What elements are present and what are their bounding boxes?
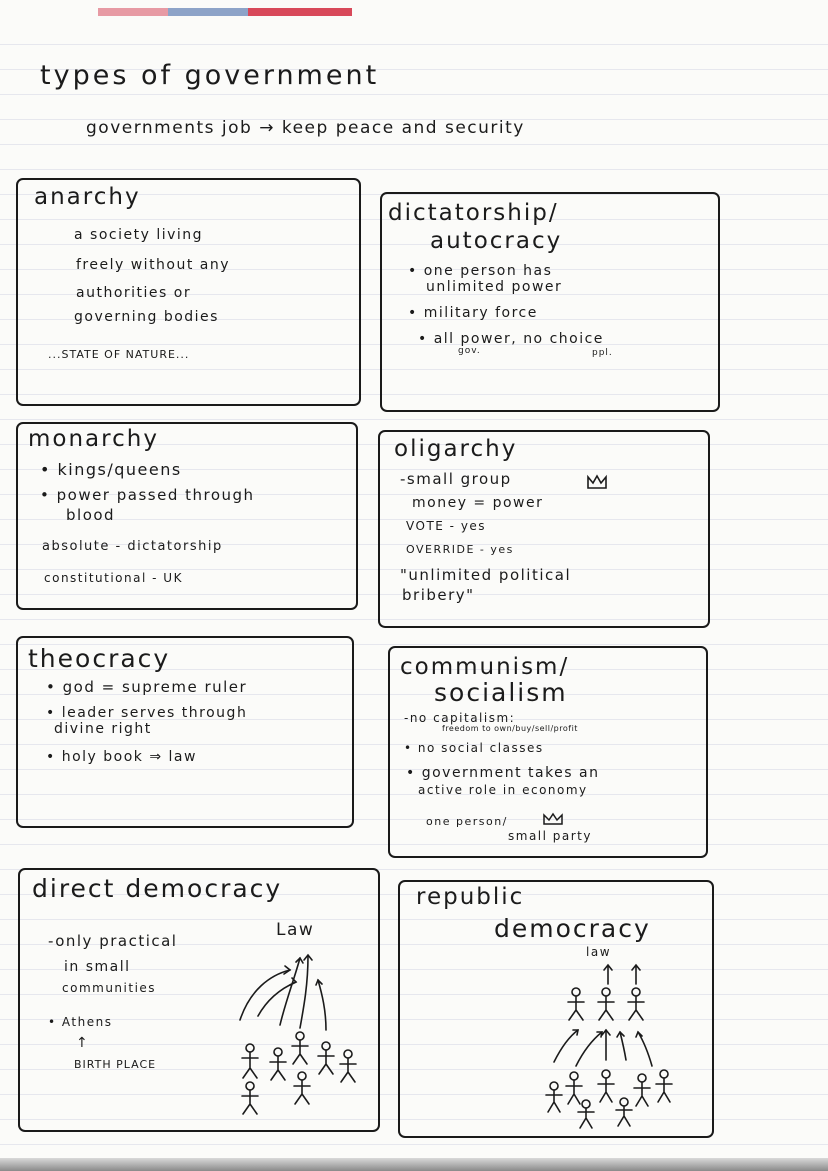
card-line: • god = supreme ruler — [46, 678, 248, 696]
card-sub-ppl: ppl. — [592, 348, 613, 358]
tab-red-right — [248, 8, 352, 16]
card-line: governing bodies — [74, 309, 219, 325]
card-theocracy — [16, 636, 354, 828]
card-line: • leader serves through — [46, 705, 248, 721]
card-line: money = power — [412, 495, 544, 511]
card-line: • power passed through — [40, 486, 255, 504]
crown-icon — [586, 474, 608, 490]
card-line: -small group — [400, 470, 512, 488]
card-heading: anarchy — [34, 184, 141, 210]
tab-red-left — [98, 8, 168, 16]
card-republic — [398, 880, 714, 1138]
card-line: blood — [66, 506, 116, 524]
card-line: • kings/queens — [40, 460, 182, 479]
card-heading: democracy — [494, 914, 651, 943]
people-to-representatives-sketch — [540, 962, 680, 1132]
card-heading: socialism — [434, 678, 568, 707]
card-line: bribery" — [402, 586, 475, 604]
card-heading: monarchy — [28, 426, 159, 452]
card-line: • one person has — [408, 263, 553, 279]
card-line: small party — [508, 829, 592, 843]
card-line: divine right — [54, 721, 152, 737]
card-line: a society living — [74, 227, 204, 243]
card-heading: republic — [416, 884, 525, 910]
card-sub-gov: gov. — [458, 346, 481, 356]
card-heading: autocracy — [430, 228, 563, 254]
card-line-small: freedom to own/buy/sell/profit — [442, 724, 578, 733]
card-oligarchy — [378, 430, 710, 628]
page-title: types of government — [40, 60, 380, 91]
card-line: • government takes an — [406, 765, 600, 781]
crown-icon — [542, 812, 564, 826]
card-line: unlimited power — [426, 279, 563, 295]
card-heading: communism/ — [400, 654, 570, 680]
card-line: communities — [62, 981, 157, 995]
card-communism — [388, 646, 708, 858]
card-line: • all power, no choice — [418, 331, 604, 347]
card-line: -only practical — [48, 932, 178, 950]
card-line: BIRTH PLACE — [74, 1058, 157, 1071]
card-line: • Athens — [48, 1015, 113, 1029]
page-bottom-edge — [0, 1158, 828, 1171]
card-line: in small — [64, 959, 131, 975]
card-direct-democracy — [18, 868, 380, 1132]
card-line: one person/ — [426, 815, 508, 828]
tab-blue — [168, 8, 248, 16]
card-line: active role in economy — [418, 783, 588, 797]
law-label: Law — [276, 920, 315, 940]
card-heading: direct democracy — [32, 874, 283, 903]
card-note: ...STATE OF NATURE... — [48, 348, 190, 361]
card-line: OVERRIDE - yes — [406, 543, 514, 556]
card-line: freely without any — [76, 257, 231, 273]
card-line: VOTE - yes — [406, 519, 487, 533]
people-to-law-sketch — [230, 950, 360, 1125]
card-line: absolute - dictatorship — [42, 539, 223, 554]
card-line: • no social classes — [404, 741, 544, 755]
card-heading: oligarchy — [394, 436, 518, 462]
card-line: • military force — [408, 305, 538, 321]
card-line: • holy book ⇒ law — [46, 749, 197, 765]
card-line: authorities or — [76, 285, 192, 301]
card-line: ↑ — [76, 1035, 90, 1051]
card-heading: dictatorship/ — [388, 200, 559, 226]
card-line: "unlimited political — [400, 566, 572, 584]
law-label: law — [586, 945, 612, 959]
card-dictatorship — [380, 192, 720, 412]
card-anarchy — [16, 178, 361, 406]
card-monarchy — [16, 422, 358, 610]
page-subtitle: governments job → keep peace and security — [86, 118, 525, 138]
card-line: constitutional - UK — [44, 571, 183, 585]
card-heading: theocracy — [28, 644, 171, 673]
card-line: -no capitalism: — [404, 711, 516, 725]
